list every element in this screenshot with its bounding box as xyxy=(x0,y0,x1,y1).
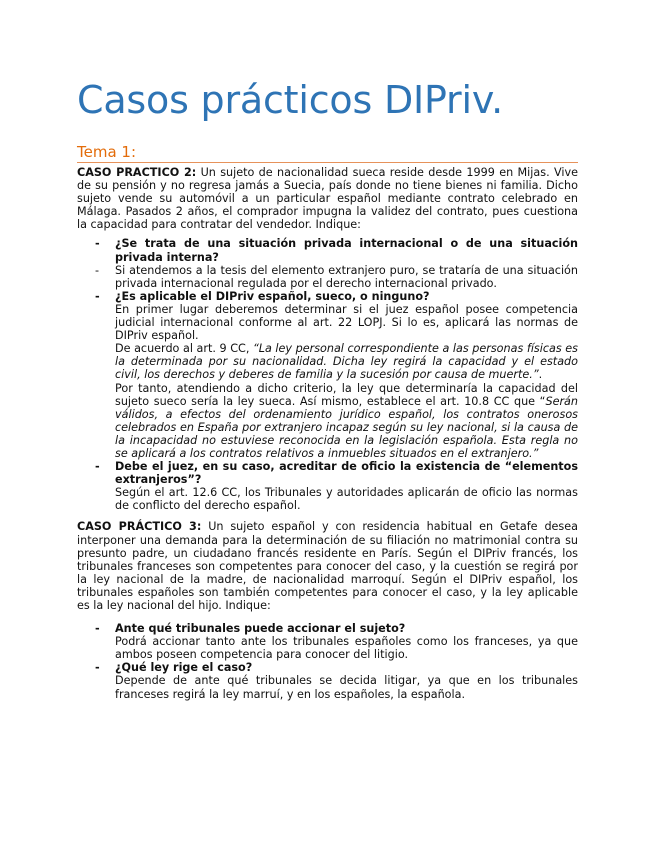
case2-label: CASO PRACTICO 2: xyxy=(77,166,197,179)
legal-quote: Serán válidos, a efectos del ordenamiento jurídico español, los contratos onerosos celebrados en España por extranjero incapaz según su ley nacional, si la causa de la incapacidad no estuviese reconocida en la legislación española. Esta regla no se aplicará a los contratos relativos a inmuebles situados en el extranjero.” xyxy=(115,394,578,460)
document-title: Casos prácticos DIPriv. xyxy=(77,78,504,122)
answer-text: De acuerdo al art. 9 CC, xyxy=(115,342,253,356)
case2-question-3 xyxy=(77,460,578,486)
case2-text: Un sujeto de nacionalidad sueca reside desde 1999 en Mijas. Vive de su pensión y no regresa jamás a Suecia, país donde no tiene bienes ni familia. Dicho sujeto vende su automóvil a un particular español mediante contrato celebrado en Málaga. Pasados 2 años, el comprador impugna la validez del contrato, pues cuestiona la capacidad para contratar del vendedor. Indique: xyxy=(77,166,578,232)
list-dash: - xyxy=(95,460,100,474)
question-text: Ante qué tribunales puede accionar el sujeto? xyxy=(115,622,406,636)
section-heading: Tema 1: xyxy=(77,143,578,163)
case2-statement xyxy=(77,166,578,231)
list-dash: - xyxy=(95,289,100,303)
question-text: Debe el juez, en su caso, acreditar de oficio la existencia de “elementos extranjeros”? xyxy=(115,460,578,487)
case3-answer-2: Depende de ante qué tribunales se decida litigar, ya que en los tribunales franceses regirá la ley marruí, y en los españoles, la española. xyxy=(115,674,578,701)
case3-question-1 xyxy=(77,622,578,635)
case3-label: CASO PRÁCTICO 3: xyxy=(77,520,202,534)
case2-questions-cont xyxy=(77,460,578,486)
case2-answer-3: Según el art. 12.6 CC, los Tribunales y autoridades aplicarán de oficio las normas de conflicto del derecho español. xyxy=(115,486,578,513)
question-text: ¿Es aplicable el DIPriv español, sueco, o ninguno? xyxy=(115,289,430,303)
case3-questions xyxy=(77,622,578,635)
case2-question-2 xyxy=(77,290,578,303)
case3-answer-1: Podrá accionar tanto ante los tribunales españoles como los franceses, ya que ambos poseen competencia para conocer del litigio. xyxy=(115,635,578,662)
case2-question-1 xyxy=(77,237,578,263)
answer-text: Por tanto, atendiendo a dicho criterio, la ley que determinaría la capacidad del sujeto sueco sería la ley sueca. Así mismo, establece el art. 10.8 CC que “ xyxy=(115,381,578,408)
list-dash: - xyxy=(95,237,100,251)
legal-quote: “La ley personal correspondiente a las personas físicas es la determinada por su nacionalidad. Dicha ley regirá la capacidad y el estado civil, los derechos y deberes de familia y la sucesión por causa de muerte.” xyxy=(115,342,578,382)
list-dash: - xyxy=(95,661,100,675)
list-dash: - xyxy=(95,622,100,636)
answer-text: . xyxy=(538,368,543,382)
case2-answer-2b xyxy=(77,342,578,381)
case3-question-2 xyxy=(77,661,578,674)
list-dash: - xyxy=(95,263,100,277)
answer-text: Si atendemos a la tesis del elemento extranjero puro, se trataría de una situación privada internacional regulada por el derecho internacional privado. xyxy=(115,263,578,290)
case3-statement xyxy=(77,520,578,612)
case2-answer-2c xyxy=(77,382,578,461)
question-text: ¿Se trata de una situación privada internacional o de una situación privada interna? xyxy=(115,237,578,264)
case3-questions-cont xyxy=(77,661,578,674)
question-text: ¿Qué ley rige el caso? xyxy=(115,661,253,675)
case3-text: Un sujeto español y con residencia habitual en Getafe desea interponer una demanda para la determinación de su filiación no matrimonial contra su presunto padre, un ciudadano francés residente en París. Según el DIPriv francés, los tribunales franceses son competentes para conocer del caso, y la cuestión se regirá por la ley nacional de la madre, de nacionalidad marroquí. Según el DIPriv español, los tribunales españoles son también competentes para conocer el caso, y la ley aplicable es la ley nacional del hijo. Indique: xyxy=(77,520,578,612)
case2-answer-2a: En primer lugar deberemos determinar si el juez español posee competencia judicial internacional conforme al art. 22 LOPJ. Si lo es, aplicará las normas de DIPriv español. xyxy=(115,302,578,343)
case2-answer-1 xyxy=(77,264,578,290)
document-body xyxy=(77,166,578,701)
case2-questions xyxy=(77,237,578,302)
